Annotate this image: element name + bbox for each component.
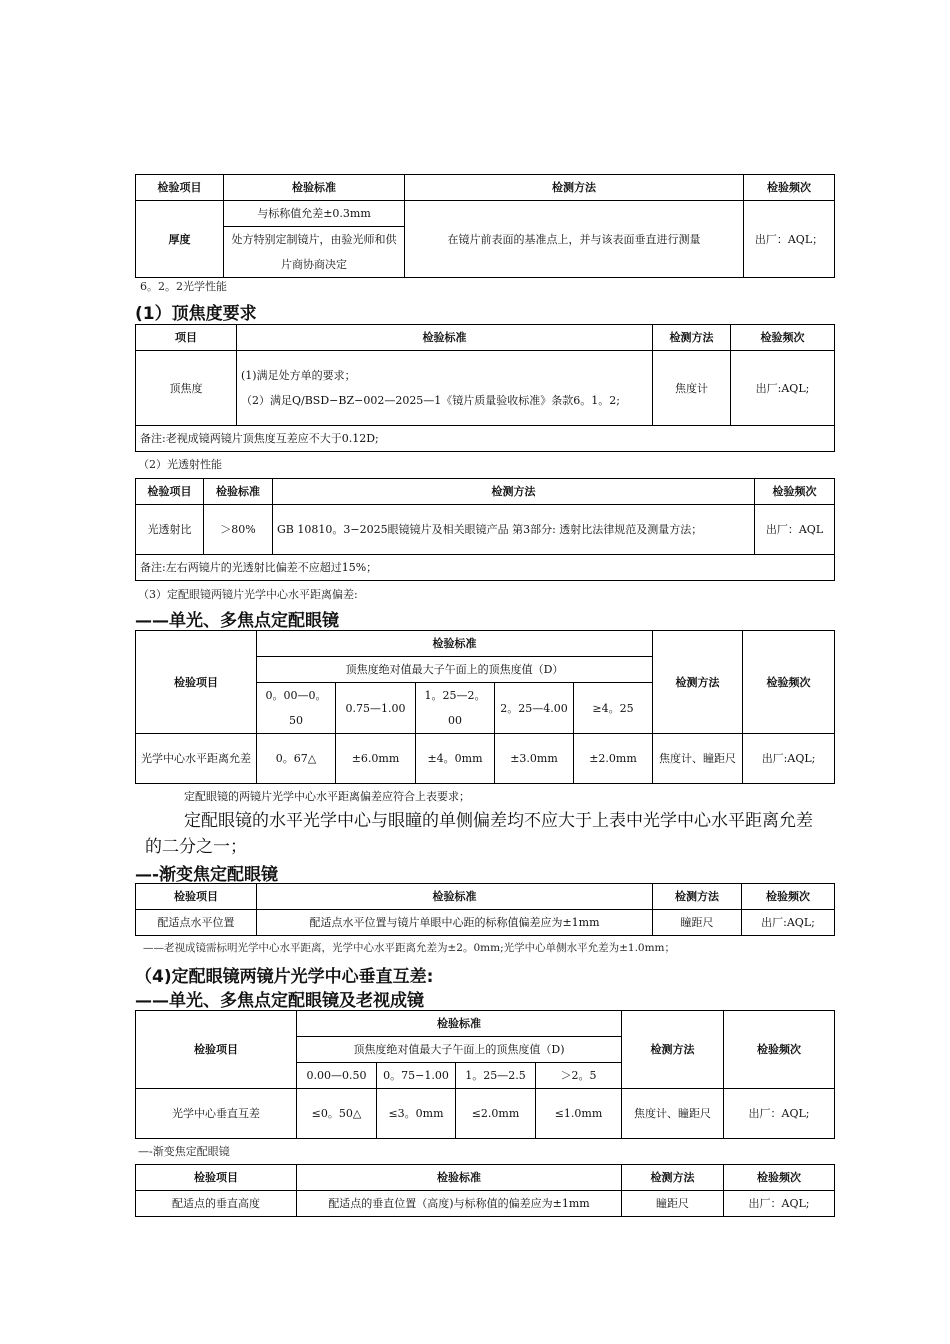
value-cell: ±6.0mm bbox=[336, 734, 416, 784]
thickness-std-2: 处方特别定制镜片，由验光师和供片商协商决定 bbox=[224, 227, 405, 278]
presbyopic-note: ——老视成镜需标明光学中心水平距离，光学中心水平距离允差为±2。0mm;光学中心单侧水平允差为±1.0mm； bbox=[143, 942, 676, 954]
value-cell: ±4。0mm bbox=[416, 734, 495, 784]
th-standard: 检验标准 bbox=[224, 175, 405, 201]
th-power-subheader: 顶焦度绝对值最大子午面上的顶焦度值（D) bbox=[297, 1037, 622, 1063]
vertex-power-standard bbox=[237, 351, 653, 426]
th-standard: 检验标准 bbox=[257, 631, 653, 657]
th-item: 项目 bbox=[136, 325, 237, 351]
th-frequency: 检验频次 bbox=[744, 175, 835, 201]
th-frequency: 检验频次 bbox=[724, 1011, 835, 1089]
vertex-power-note: 备注:老视成镜两镜片顶焦度互差应不大于0.12D; bbox=[136, 426, 835, 452]
value-cell: ±3.0mm bbox=[495, 734, 574, 784]
fitting-point-method: 瞳距尺 bbox=[653, 910, 742, 936]
th-frequency: 检验频次 bbox=[743, 631, 835, 734]
thickness-item: 厚度 bbox=[136, 201, 224, 278]
vertex-power-freq: 出厂:AQL; bbox=[731, 351, 835, 426]
value-cell: ≤3。0mm bbox=[377, 1089, 456, 1139]
th-item: 检验项目 bbox=[136, 631, 257, 734]
th-item: 检验项目 bbox=[136, 1165, 297, 1191]
range-cell: ≥4。25 bbox=[574, 683, 653, 734]
th-standard: 检验标准 bbox=[237, 325, 653, 351]
fitting-height-freq: 出厂：AQL; bbox=[724, 1191, 835, 1217]
horizontal-method: 焦度计、瞳距尺 bbox=[653, 734, 743, 784]
fitting-point-standard: 配适点水平位置与镜片单眼中心距的标称值偏差应为±1mm bbox=[257, 910, 653, 936]
th-method: 检测方法 bbox=[653, 884, 742, 910]
fitting-height-standard: 配适点的垂直位置（高度)与标称值的偏差应为±1mm bbox=[297, 1191, 622, 1217]
th-method: 检测方法 bbox=[622, 1011, 724, 1089]
value-cell: 0。67△ bbox=[257, 734, 336, 784]
horizontal-row-item: 光学中心水平距离允差 bbox=[136, 734, 257, 784]
th-frequency: 检验频次 bbox=[724, 1165, 835, 1191]
vertical-method: 焦度计、瞳距尺 bbox=[622, 1089, 724, 1139]
subheading-progressive: —-渐变焦定配眼镜 bbox=[135, 865, 279, 885]
vertex-power-table bbox=[135, 324, 835, 452]
transmittance-item: 光透射比 bbox=[136, 505, 204, 555]
vertex-std-line-1: (1)满足处方单的要求； bbox=[241, 369, 356, 382]
vertex-std-line-2: （2）满足Q/BSD−BZ−002—2025—1《镜片质量验收标准》条款6。1。2; bbox=[241, 394, 621, 407]
th-standard: 检验标准 bbox=[297, 1165, 622, 1191]
fitting-height-item: 配适点的垂直高度 bbox=[136, 1191, 297, 1217]
vertical-freq: 出厂：AQL; bbox=[724, 1089, 835, 1139]
fitting-height-method: 瞳距尺 bbox=[622, 1191, 724, 1217]
value-cell: ≤1.0mm bbox=[536, 1089, 622, 1139]
range-cell: 0.75—1.00 bbox=[336, 683, 416, 734]
heading-vertex-power: (1）顶焦度要求 bbox=[135, 304, 257, 324]
section-6-2-2: 6。2。2光学性能 bbox=[140, 280, 227, 293]
transmittance-note: 备注:左右两镜片的光透射比偏差不应超过15%； bbox=[136, 555, 835, 581]
vertical-difference-table bbox=[135, 1010, 835, 1139]
value-cell: ≤2.0mm bbox=[456, 1089, 536, 1139]
range-cell: 1。25—2。00 bbox=[416, 683, 495, 734]
thickness-table bbox=[135, 174, 835, 278]
monocular-deviation-paragraph bbox=[145, 808, 825, 860]
monocular-deviation-text: 定配眼镜的水平光学中心与眼瞳的单侧偏差均不应大于上表中光学中心水平距离允差的二分之一； bbox=[145, 811, 813, 857]
vertex-power-item: 顶焦度 bbox=[136, 351, 237, 426]
range-cell: 0.00—0.50 bbox=[297, 1063, 377, 1089]
th-standard: 检验标准 bbox=[204, 479, 273, 505]
horizontal-distance-table bbox=[135, 630, 835, 784]
th-power-subheader: 顶焦度绝对值最大子午面上的顶焦度值（D） bbox=[257, 657, 653, 683]
progressive-vertical-table bbox=[135, 1164, 835, 1217]
th-item: 检验项目 bbox=[136, 1011, 297, 1089]
th-item: 检验项目 bbox=[136, 175, 224, 201]
thickness-method: 在镜片前表面的基准点上，并与该表面垂直进行测量 bbox=[405, 201, 744, 278]
th-method: 检测方法 bbox=[405, 175, 744, 201]
th-frequency: 检验频次 bbox=[742, 884, 835, 910]
thickness-std-1: 与标称值允差±0.3mm bbox=[224, 201, 405, 227]
transmittance-method: GB 10810。3−2025眼镜镜片及相关眼镜产品 第3部分: 透射比法律规范及测量方法； bbox=[273, 505, 755, 555]
value-cell: ±2.0mm bbox=[574, 734, 653, 784]
subheading-single-multifocal: ——单光、多焦点定配眼镜 bbox=[135, 611, 339, 631]
vertical-row-item: 光学中心垂直互差 bbox=[136, 1089, 297, 1139]
range-cell: 2。25—4.00 bbox=[495, 683, 574, 734]
progressive-horizontal-table bbox=[135, 883, 835, 936]
th-method: 检测方法 bbox=[273, 479, 755, 505]
th-frequency: 检验频次 bbox=[731, 325, 835, 351]
horizontal-requirement-note: 定配眼镜的两镜片光学中心水平距离偏差应符合上表要求； bbox=[184, 790, 470, 803]
range-cell: ＞2。5 bbox=[536, 1063, 622, 1089]
th-method: 检测方法 bbox=[653, 631, 743, 734]
th-method: 检测方法 bbox=[622, 1165, 724, 1191]
horizontal-freq: 出厂:AQL; bbox=[743, 734, 835, 784]
heading-horizontal-deviation: （3）定配眼镜两镜片光学中心水平距离偏差: bbox=[138, 588, 358, 601]
transmittance-freq: 出厂：AQL bbox=[755, 505, 835, 555]
fitting-point-freq: 出厂:AQL; bbox=[742, 910, 835, 936]
th-frequency: 检验频次 bbox=[755, 479, 835, 505]
heading-transmittance: （2）光透射性能 bbox=[138, 458, 222, 471]
range-cell: 1。25—2.5 bbox=[456, 1063, 536, 1089]
fitting-point-item: 配适点水平位置 bbox=[136, 910, 257, 936]
subheading-progressive-2: —-渐变焦定配眼镜 bbox=[138, 1145, 230, 1158]
range-cell: 0。75−1.00 bbox=[377, 1063, 456, 1089]
range-cell: 0。00—0。50 bbox=[257, 683, 336, 734]
th-method: 检测方法 bbox=[653, 325, 731, 351]
th-item: 检验项目 bbox=[136, 479, 204, 505]
transmittance-table bbox=[135, 478, 835, 581]
value-cell: ≤0。50△ bbox=[297, 1089, 377, 1139]
th-item: 检验项目 bbox=[136, 884, 257, 910]
th-standard: 检验标准 bbox=[257, 884, 653, 910]
heading-vertical-difference: （4)定配眼镜两镜片光学中心垂直互差: bbox=[135, 967, 434, 987]
subheading-single-multifocal-presbyopic: ——单光、多焦点定配眼镜及老视成镜 bbox=[135, 991, 424, 1011]
transmittance-standard: ＞80% bbox=[204, 505, 273, 555]
th-standard: 检验标准 bbox=[297, 1011, 622, 1037]
thickness-freq: 出厂：AQL； bbox=[744, 201, 835, 278]
vertex-power-method: 焦度计 bbox=[653, 351, 731, 426]
